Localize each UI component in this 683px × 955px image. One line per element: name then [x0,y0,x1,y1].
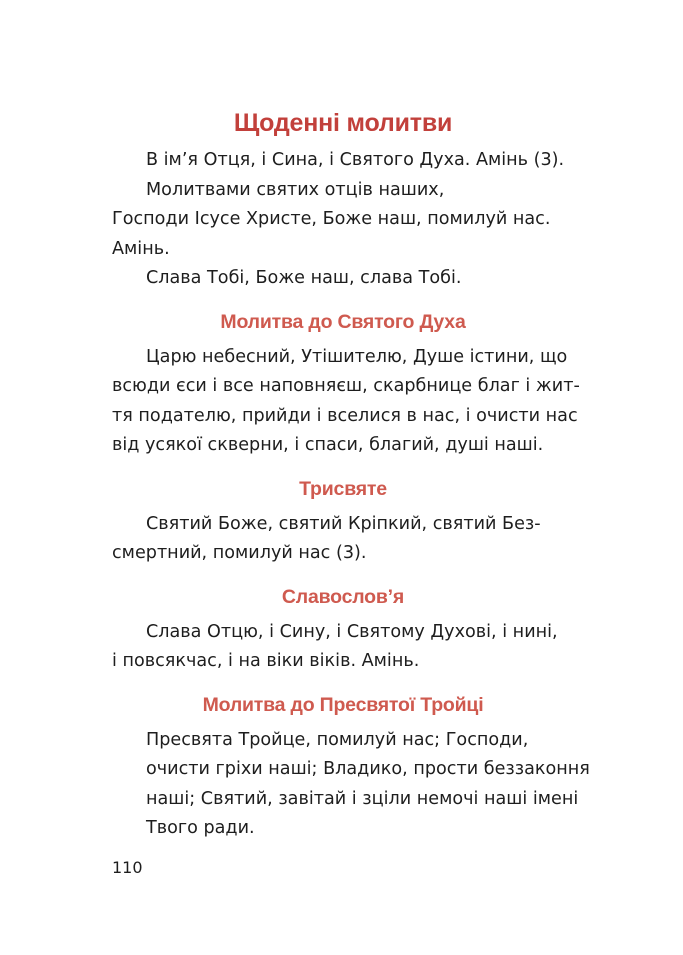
text-line: Пресвята Тройце, помилуй нас; Господи, [146,729,529,750]
intro-prayer [112,146,574,294]
text-line: Твого ради. [146,818,255,838]
text-line: наші; Святий, завітай і зціли немочі наші імені [146,788,579,809]
prayer-trisagion [112,510,574,569]
text-line: Господи Ісусе Христе, Боже наш, помилуй нас. [112,209,551,229]
section-title-trisagion: Трисвяте [299,477,387,500]
prayer-trinity [112,726,590,844]
page-title: Щоденні молитви [233,109,453,137]
text-line: і повсякчас, і на віки віків. Амінь. [112,651,420,671]
prayer-holy-spirit [112,343,580,461]
text-line: смертний, помилуй нас (3). [112,543,367,563]
text-line: В ім’я Отця, і Сина, і Святого Духа. Амінь (3). [146,150,565,170]
text-line: від усякої скверни, і спаси, благий, душі наші. [112,435,544,455]
text-line: очисти гріхи наші; Владико, прости беззаконня [146,759,590,779]
text-line: Слава Тобі, Боже наш, слава Тобі. [146,268,462,288]
text-line: всюди єси і все наповняєш, скарбнице благ і жит- [112,376,580,396]
section-title-holy-spirit: Молитва до Святого Духа [220,310,466,333]
page-number: 110 [112,858,143,877]
section-title-trinity: Молитва до Пресвятої Тройці [202,693,484,716]
page-content [112,100,590,844]
section-title-doxology: Славослов’я [281,585,405,608]
text-line: Святий Боже, святий Кріпкий, святий Без- [146,513,541,534]
text-line: тя подателю, прийди і вселися в нас, і очисти нас [112,405,578,426]
prayer-doxology [112,618,574,677]
text-line: Царю небесний, Утішителю, Душе істини, що [146,346,568,367]
text-line: Амінь. [112,238,170,259]
text-line: Слава Отцю, і Сину, і Святому Духові, і нині, [146,621,558,642]
text-line: Молитвами святих отців наших, [146,179,445,200]
